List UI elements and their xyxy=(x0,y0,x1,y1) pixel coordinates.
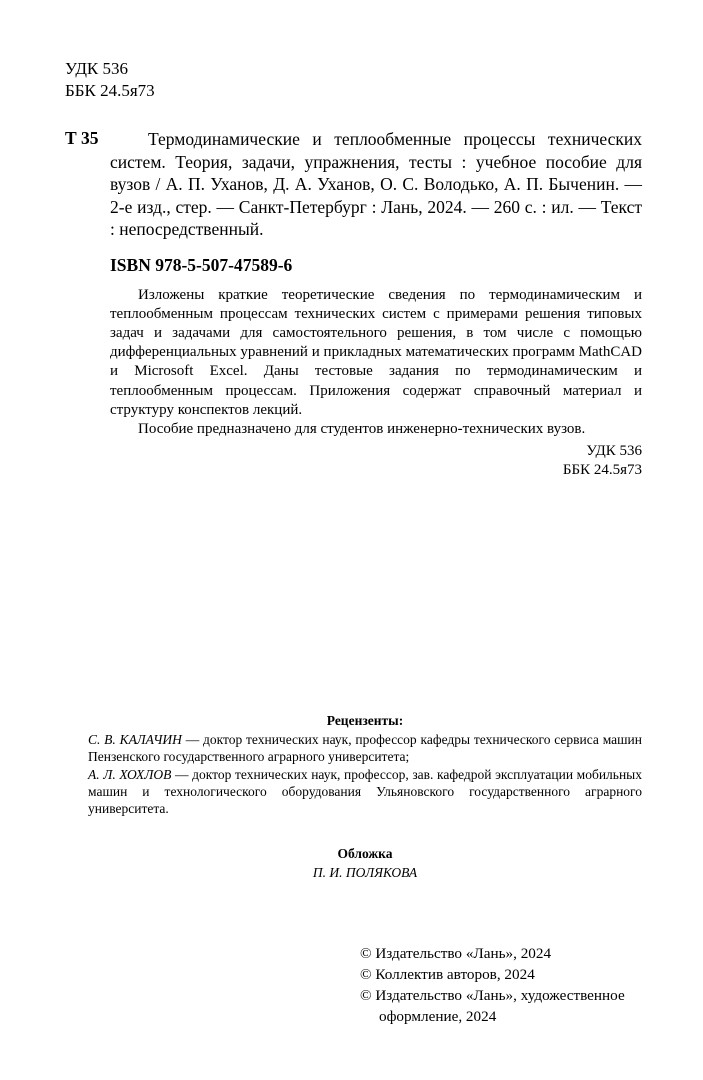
reviewer-2 xyxy=(88,766,642,817)
entry-code: Т 35 xyxy=(65,128,99,148)
reviewer-1-name: С. В. КАЛАЧИН xyxy=(88,732,182,748)
copyright-authors: © Коллектив авторов, 2024 xyxy=(360,966,535,984)
bibliographic-description: Термодинамические и теплообменные процессы технических систем. Теория, задачи, упражнения, тесты : учебное пособие для вузов / А. П. Уханов, Д. А. Уханов, О. С. Володько, А. П. Быченин. — 2-е изд., стер. — Санкт-Петербург : Лань, 2024. — 260 с. : ил. — Текст : непосредственный. xyxy=(110,129,642,239)
udk-code-top: УДК 536 xyxy=(65,59,129,78)
reviewers-section xyxy=(88,712,642,881)
reviewer-1 xyxy=(88,731,642,765)
cover-designer-name: П. И. ПОЛЯКОВА xyxy=(312,865,418,881)
annotation-paragraph-1: Изложены краткие теоретические сведения по термодинамическим и теплообменным процессам технических систем с примерами решения типовых задач и задачами для самостоятельного решения, в том числе с помощью дифференциальных уравнений и прикладных математических программ MathCAD и Microsoft Excel. Даны тестовые задания по термодинамическим и теплообменным процессам. Приложения содержат справочный материал и структуру конспектов лекций. xyxy=(110,286,642,418)
isbn-number: ISBN 978-5-507-47589-6 xyxy=(110,254,293,275)
reviewer-1-description: — доктор технических наук, профессор кафедры технического сервиса машин Пензенского государственного аграрного университета; xyxy=(88,732,643,765)
annotation-paragraph-2: Пособие предназначено для студентов инженерно-технических вузов. xyxy=(138,420,586,437)
copyright-artwork: © Издательство «Лань», художественное оформление, 2024 xyxy=(360,987,625,1026)
bibliographic-record xyxy=(0,128,703,241)
reviewer-2-name: А. Л. ХОХЛОВ xyxy=(88,767,172,783)
copyright-publisher: © Издательство «Лань», 2024 xyxy=(360,945,552,963)
classification-codes-bottom xyxy=(0,442,642,480)
reviewer-2-description: — доктор технических наук, профессор, зав. кафедрой эксплуатации мобильных машин и технологического оборудования Ульяновского государственного аграрного университета. xyxy=(88,767,642,817)
bbk-code-bottom: ББК 24.5я73 xyxy=(562,462,642,479)
copyright-block xyxy=(360,943,652,1027)
bbk-code-top: ББК 24.5я73 xyxy=(65,81,155,100)
udk-code-bottom: УДК 536 xyxy=(586,443,642,460)
annotation xyxy=(110,286,642,440)
reviewers-heading: Рецензенты: xyxy=(326,713,404,729)
cover-heading: Обложка xyxy=(337,846,393,862)
classification-codes-top xyxy=(65,58,703,102)
